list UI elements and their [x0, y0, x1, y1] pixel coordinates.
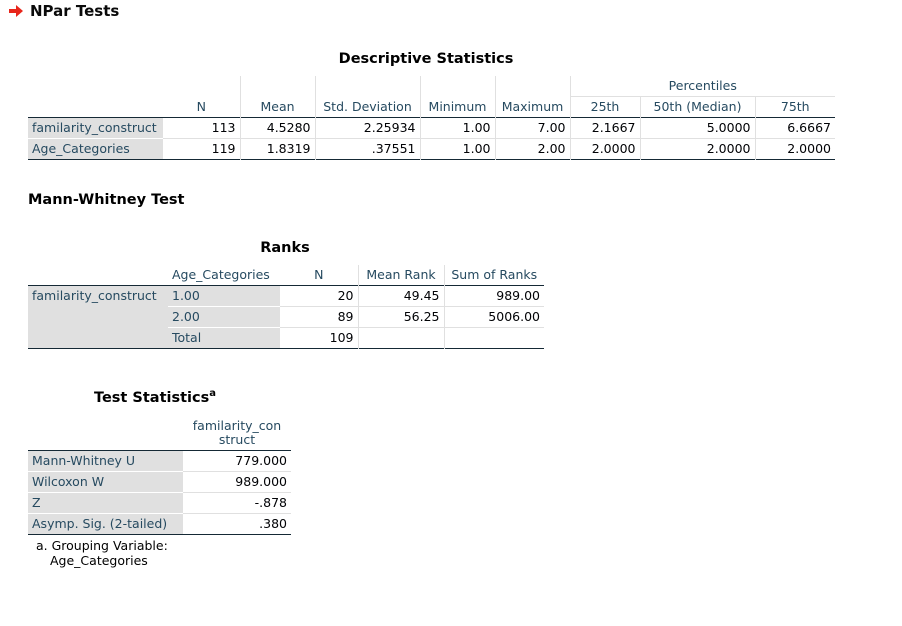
cell: 20 — [337, 288, 354, 303]
section-title: Mann-Whitney Test — [28, 192, 185, 208]
ranks-table — [28, 265, 544, 349]
col-header: N — [196, 99, 206, 114]
col-header: 25th — [570, 97, 640, 118]
group-label: 1.00 — [168, 286, 280, 307]
output-heading — [8, 2, 119, 20]
cell: 1.00 — [420, 139, 495, 160]
cell: 2.1667 — [570, 118, 640, 139]
footnote: a. Grouping Variable: Age_Categories — [36, 538, 168, 568]
col-header: Age_Categories — [172, 267, 270, 282]
cell — [358, 328, 444, 349]
cell: .37551 — [315, 139, 420, 160]
col-header: Mean — [240, 97, 315, 118]
test-stats-title: Test Statistics$^a$ — [94, 388, 216, 406]
page-title: NPar Tests — [30, 2, 120, 20]
cell: 1.00 — [420, 118, 495, 139]
row-label: Z — [28, 493, 183, 514]
col-header: Maximum — [495, 97, 570, 118]
cell: 2.0000 — [640, 139, 755, 160]
cell: 2.0000 — [570, 139, 640, 160]
cell: 4.5280 — [240, 118, 315, 139]
cell: 113 — [211, 120, 236, 135]
cell: 49.45 — [358, 286, 444, 307]
arrow-right-icon — [8, 3, 24, 19]
col-header: Sum of Ranks — [444, 265, 544, 286]
cell: 6.6667 — [755, 118, 835, 139]
cell: 1.8319 — [240, 139, 315, 160]
col-header: 75th — [755, 97, 835, 118]
cell: 2.25934 — [315, 118, 420, 139]
cell: 5.0000 — [640, 118, 755, 139]
cell: 119 — [163, 139, 240, 160]
cell: 89 — [280, 307, 358, 328]
cell: 989.000 — [183, 472, 291, 493]
row-label: Mann-Whitney U — [28, 451, 183, 472]
row-label: Age_Categories — [28, 139, 163, 160]
col-header: 50th (Median) — [640, 97, 755, 118]
test-stats-table — [28, 413, 291, 535]
group-label: 2.00 — [168, 307, 280, 328]
col-header: N — [314, 267, 324, 282]
col-header: Minimum — [420, 97, 495, 118]
row-label: familarity_construct — [28, 118, 163, 139]
cell: 779.000 — [235, 453, 287, 468]
cell: 5006.00 — [444, 307, 544, 328]
footnote-marker: a — [209, 388, 216, 399]
col-header: familarity_con struct — [192, 418, 282, 447]
row-label: Wilcoxon W — [28, 472, 183, 493]
cell: 989.00 — [444, 286, 544, 307]
cell — [444, 328, 544, 349]
col-header: Std. Deviation — [315, 97, 420, 118]
descriptive-title: Descriptive Statistics — [338, 51, 514, 67]
cell: 56.25 — [358, 307, 444, 328]
row-label: Asymp. Sig. (2-tailed) — [28, 514, 183, 535]
descriptive-table — [28, 76, 835, 160]
ranks-title: Ranks — [260, 240, 310, 256]
cell: 2.0000 — [755, 139, 835, 160]
cell: 2.00 — [495, 139, 570, 160]
cell: 7.00 — [495, 118, 570, 139]
group-label: Total — [168, 328, 280, 349]
cell: .380 — [183, 514, 291, 535]
row-label: familarity_construct — [28, 286, 168, 307]
col-header: Mean Rank — [358, 265, 444, 286]
percentiles-header: Percentiles — [570, 76, 835, 97]
cell: 109 — [280, 328, 358, 349]
cell: -.878 — [183, 493, 291, 514]
